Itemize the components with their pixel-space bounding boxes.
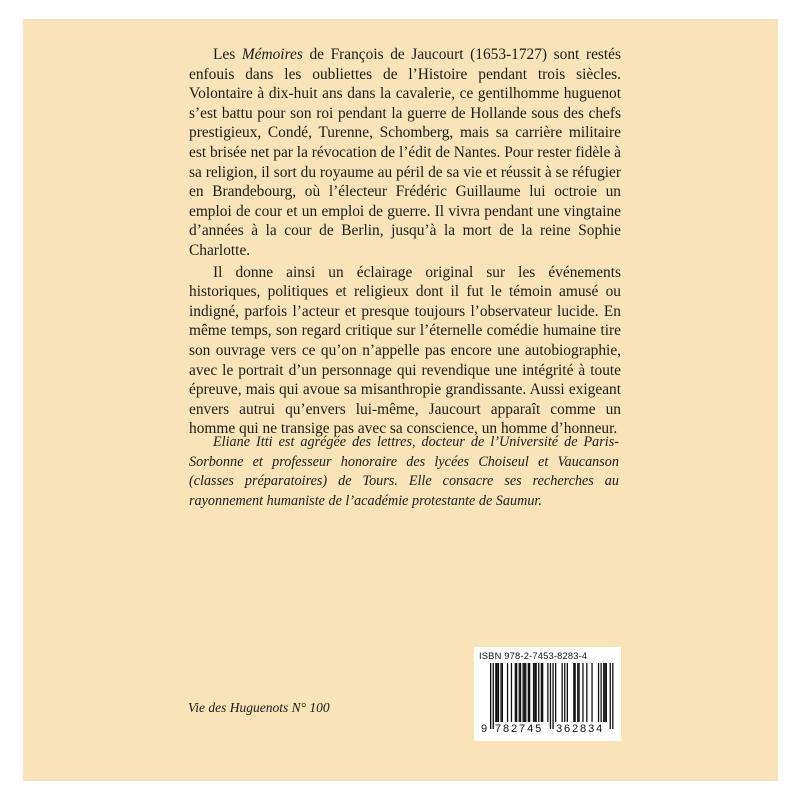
barcode-bar	[550, 663, 551, 729]
barcode-bar	[555, 663, 556, 722]
barcode-bar	[515, 663, 516, 722]
blurb-paragraph-1	[189, 45, 621, 261]
barcode-bar	[520, 663, 521, 722]
blurb-text: de François de Jaucourt (1653-1727) sont restés enfouis dans les oubliettes de l’Histoire pendant trois siècles. Volontaire à dix-huit ans dans la cavalerie, ce gentilhomme huguenot s’est battu pour son roi pendant la guerre de Hollande sous des chefs prestigieux, Condé, Turenne, Schomberg, mais sa carrière militaire est brisée net par la révocation de l’édit de Nantes. Pour rester fidèle à sa religion, il sort du royaume au péril de sa vie et réussit à se réfugier en Brandebourg, où l’électeur Frédéric Guillaume lui octroie un emploi de cour et un emploi de guerre. Il vivra pendant une vingtaine d’années à la cour de Berlin, jusqu’à la mort de la reine Sophie Charlotte.	[189, 46, 621, 259]
barcode-bar	[533, 663, 534, 722]
barcode-bar	[525, 663, 526, 722]
ean-left-digits: 782745	[495, 723, 544, 735]
barcode-bar	[603, 663, 604, 722]
blurb-text: Les	[213, 46, 242, 63]
barcode-bar	[547, 663, 548, 722]
barcode-bar	[536, 663, 537, 722]
barcode-bar	[500, 663, 501, 722]
barcode-bar	[610, 663, 611, 729]
barcode-bar	[598, 663, 599, 722]
isbn-number: ISBN 978-2-7453-8283-4	[479, 651, 588, 661]
barcode-bar	[524, 663, 525, 722]
barcode-bar	[575, 663, 576, 722]
barcode-bar	[567, 663, 568, 722]
barcode-bar	[606, 663, 607, 722]
barcode-bar	[591, 663, 592, 722]
ean-right-digits: 362834	[556, 723, 605, 735]
barcode-bar	[529, 663, 530, 722]
barcode-bar	[534, 663, 535, 722]
book-title-italic: Mémoires	[241, 46, 303, 63]
barcode-bar	[562, 663, 563, 722]
barcode	[474, 647, 621, 741]
barcode-bar	[541, 663, 542, 722]
barcode-bar	[511, 663, 512, 722]
barcode-bar	[507, 663, 508, 722]
barcode-bar	[528, 663, 529, 722]
barcode-bar	[586, 663, 587, 722]
barcode-bar	[542, 663, 543, 722]
barcode-bar	[498, 663, 499, 722]
barcode-bar	[497, 663, 498, 722]
barcode-bar	[582, 663, 583, 722]
barcode-bar	[573, 663, 574, 722]
barcode-bar	[538, 663, 539, 722]
series-label: Vie des Huguenots N° 100	[188, 700, 330, 715]
barcode-bar	[493, 663, 494, 729]
blurb	[189, 45, 621, 439]
barcode-bar	[601, 663, 602, 722]
author-bio: Eliane Itti est agrégée des lettres, docteur de l’Université de Paris-Sorbonne et professeur honoraire des lycées Choiseul et Vaucanson (classes préparatoires) de Tours. Elle consacre ses recherches au rayonnement humaniste de l’académie protestante de Saumur.	[189, 434, 619, 509]
barcode-bar	[564, 663, 565, 722]
ean-lead-digit: 9	[481, 723, 488, 735]
barcode-bar	[552, 663, 553, 729]
barcode-bar	[502, 663, 503, 722]
barcode-bar	[516, 663, 517, 722]
barcode-bar	[490, 663, 491, 729]
barcode-bar	[495, 663, 496, 722]
barcode-bar	[604, 663, 605, 722]
barcode-bar	[523, 663, 524, 722]
barcode-bar	[577, 663, 578, 722]
barcode-bar	[578, 663, 579, 722]
barcode-bar	[612, 663, 613, 729]
barcode-bar	[519, 663, 520, 722]
blurb-paragraph-2: Il donne ainsi un éclairage original sur les événements historiques, politiques et religieux dont il fut le témoin amusé ou indigné, parfois l’acteur et presque toujours l’observateur lucide. En même temps, son regard critique sur l’éternelle comédie humaine tire son ouvrage vers ce qu’on n’appelle pas encore une autobiographie, avec le portrait d’un personnage qui revendique une intégrité à toute épreuve, mais qui avoue sa misanthropie grandissante. Aussi exigeant envers autrui qu’envers lui-même, Jaucourt apparaît comme un homme qui ne transige pas avec sa conscience, un homme d’honneur.	[189, 263, 621, 438]
